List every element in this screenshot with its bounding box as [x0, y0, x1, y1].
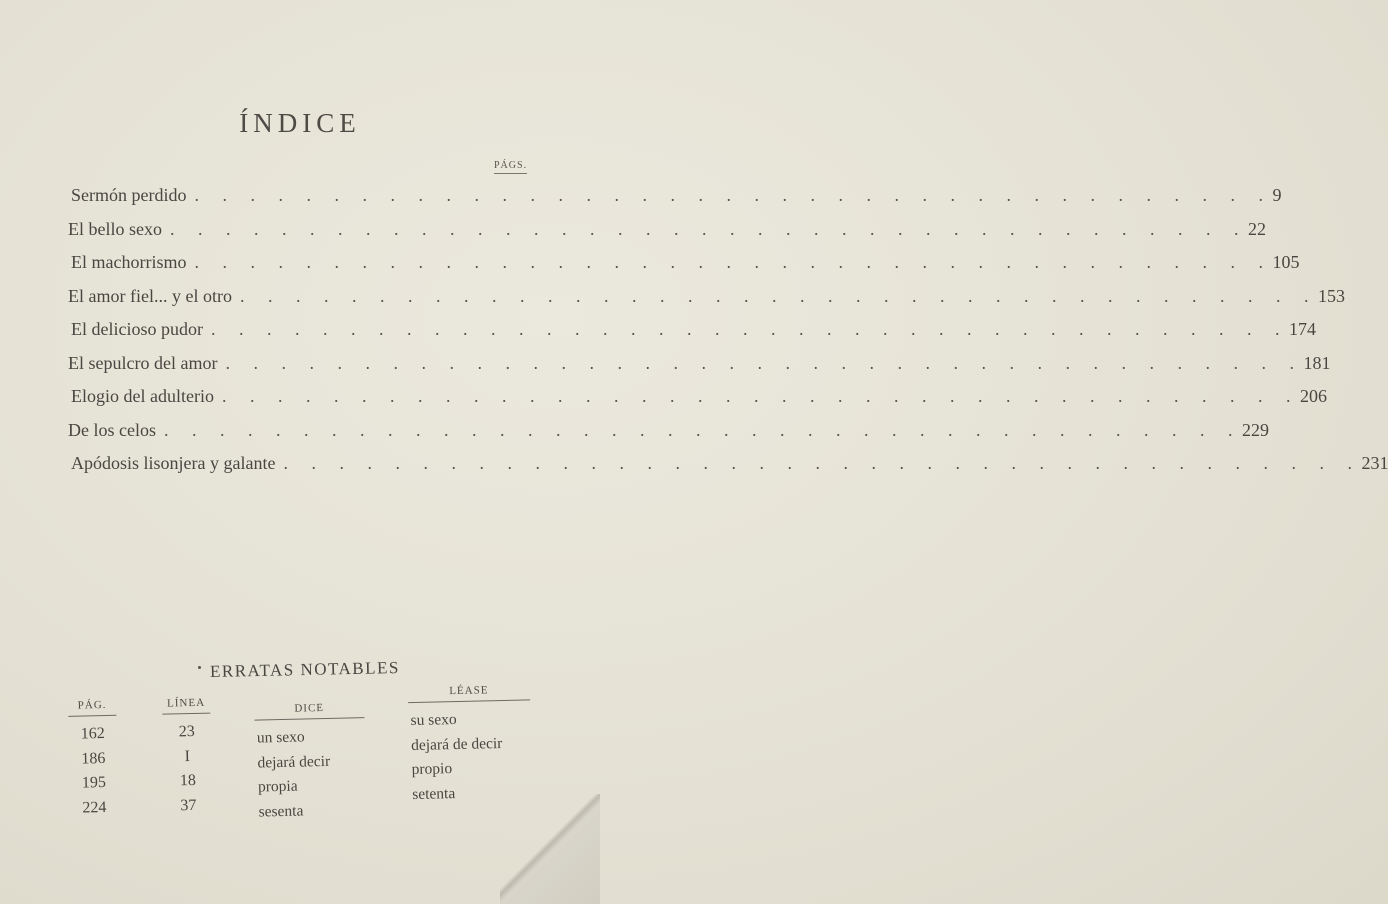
toc-entry-page: 206 — [1299, 386, 1327, 406]
toc-entry — [68, 218, 1266, 253]
toc-entry — [68, 352, 1331, 387]
toc-entry-title: Sermón perdido — [71, 185, 187, 205]
errata-cell-page: 224 — [82, 798, 107, 817]
toc-entry-title: De los celos — [68, 419, 156, 440]
toc-leader-dots: . . . . . . . . . . . . . . . . . . . . . . . . . . . . . . . . . . . . . . . — [210, 319, 1289, 339]
errata-cell-says: un sexo — [256, 728, 305, 747]
errata-cell-read: propio — [411, 760, 453, 779]
toc-entry-page: 181 — [1303, 352, 1331, 373]
errata-header-read: LÉASE — [408, 683, 530, 703]
toc-entry-page: 9 — [1272, 185, 1282, 205]
errata-cell-page: 195 — [81, 773, 107, 792]
toc-entry-title: El bello sexo — [68, 218, 162, 239]
toc-entry — [71, 252, 1300, 286]
errata-title: ERRATAS NOTABLES — [209, 658, 401, 681]
toc-leader-dots: . . . . . . . . . . . . . . . . . . . . . . . . . . . . . . . . . . . . . . . — [194, 185, 1273, 205]
errata-header-page: PÁG. — [68, 699, 116, 717]
errata-column-says — [254, 701, 367, 827]
toc-entry — [71, 185, 1282, 219]
toc-entry — [68, 419, 1269, 454]
toc-leader-dots: . . . . . . . . . . . . . . . . . . . . . . . . . . . . . . . . . . . . . . . — [225, 352, 1304, 373]
toc-leader-dots: . . . . . . . . . . . . . . . . . . . . . . . . . . . . . . . . . . . . . . . — [169, 218, 1248, 239]
toc-leader-dots: . . . . . . . . . . . . . . . . . . . . . . . . . . . . . . . . . . . . . . . — [221, 386, 1300, 406]
toc-entry — [71, 386, 1327, 420]
toc-entry-title: El delicioso pudor — [71, 319, 203, 339]
toc-entry — [68, 285, 1345, 320]
errata-cell-line: I — [184, 747, 191, 765]
errata-cell-page: 186 — [81, 749, 106, 768]
toc-entry-page: 22 — [1247, 218, 1266, 239]
toc-entry-title: El sepulcro del amor — [68, 352, 218, 373]
errata-cell-page: 162 — [80, 724, 105, 743]
toc-entry-page: 153 — [1317, 285, 1345, 306]
toc-entry-title: El amor fiel... y el otro — [68, 285, 232, 306]
errata-cell-read: dejará de decir — [410, 734, 503, 754]
errata-column-line — [162, 697, 213, 822]
toc-leader-dots: . . . . . . . . . . . . . . . . . . . . . . . . . . . . . . . . . . . . . . . — [194, 252, 1273, 272]
ornament-dot — [198, 666, 201, 669]
toc-leader-dots: . . . . . . . . . . . . . . . . . . . . . . . . . . . . . . . . . . . . . . . — [163, 419, 1242, 440]
toc-leader-dots: . . . . . . . . . . . . . . . . . . . . . . . . . . . . . . . . . . . . . . . — [239, 285, 1318, 306]
errata-cell-line: 23 — [178, 722, 195, 741]
errata-cell-says: propia — [257, 777, 298, 796]
errata-cell-read: su sexo — [410, 711, 457, 730]
toc-entry-page: 229 — [1241, 419, 1269, 440]
errata-header-line: LÍNEA — [162, 697, 210, 715]
toc-entry — [71, 453, 1388, 487]
errata-cell-says: sesenta — [258, 802, 304, 821]
errata-cell-line: 18 — [179, 771, 197, 790]
toc-entry-page: 174 — [1288, 319, 1316, 339]
index-title: ÍNDICE — [239, 108, 361, 138]
errata-header-says: DICE — [254, 701, 364, 720]
toc-leader-dots: . . . . . . . . . . . . . . . . . . . . . . . . . . . . . . . . . . . . . . . — [283, 453, 1362, 473]
errata-column-read — [408, 683, 533, 810]
folded-page-corner — [500, 794, 600, 904]
toc-entry-title: Apódosis lisonjera y galante — [71, 453, 276, 473]
errata-cell-says: dejará decir — [257, 752, 331, 772]
errata-cell-line: 37 — [180, 796, 197, 814]
toc-entry — [71, 319, 1316, 353]
toc-entry-page: 105 — [1272, 252, 1300, 272]
errata-cell-read: setenta — [412, 784, 456, 803]
errata-column-page — [68, 699, 119, 824]
table-of-contents — [68, 185, 1388, 487]
pages-column-label: PÁGS. — [494, 160, 527, 174]
errata-table — [60, 684, 564, 870]
toc-entry-page: 231 — [1361, 453, 1388, 473]
toc-entry-title: Elogio del adulterio — [71, 386, 214, 406]
toc-entry-title: El machorrismo — [71, 252, 187, 272]
